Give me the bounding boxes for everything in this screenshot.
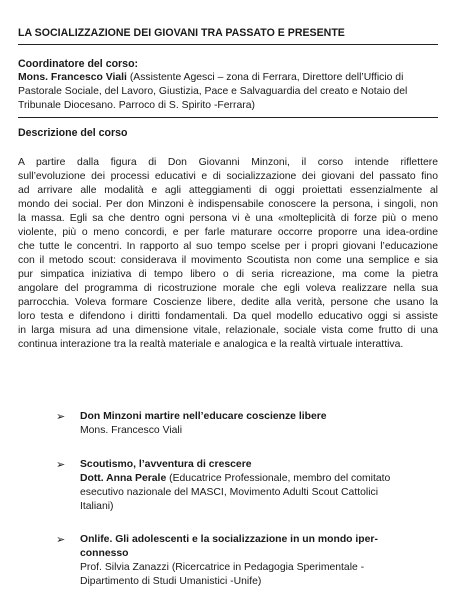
session-speaker: Mons. Francesco Viali [80,425,183,436]
description-line: parrocchia. Voleva formare Coscienze libere, dedite alla verità, persone che usano la [18,297,438,308]
document-title: LA SOCIALIZZAZIONE DEI GIOVANI TRA PASSATO E PRESENTE [18,26,438,45]
session-speaker-role-2: Dipartimento di Studi Umanistici -Unife) [80,576,262,587]
arrow-bullet-icon: ➢ [56,411,66,423]
description-line: violente, più o meno concordi, e per farle maturare occorre proporre una idea-ordine [18,227,438,238]
description-line: con il metodo scout: considerava il movimento Scoutista non come una semplice e sia [18,255,438,266]
description-line: loro testa e difendono i diritti fondamentali. Da quel modello educativo oggi si assiste [18,311,438,322]
session-speaker-role: (Ricercatrice in Pedagogia Sperimentale - [168,562,365,573]
description-line: sull’evoluzione dei processi educativi e di socializzazione dei giovani del passato fino [18,171,438,182]
session-item-2 [56,458,410,514]
session-speaker-role: (Educatrice Professionale, membro del comitato [166,473,391,484]
description-line: mondo dei social. Per don Minzoni è indispensabile conoscere la persona, i singoli, non [18,199,438,210]
coordinator-line-3: Tribunale Diocesano. Parroco di S. Spirito -Ferrara) [18,99,438,118]
session-speaker-line [80,472,410,486]
session-speaker: Dott. Anna Perale [80,473,167,484]
session-item-1 [56,410,410,438]
coordinator-line-2: Pastorale Sociale, del Lavoro, Giustizia, Pace e Salvaguardia del creato e Notaio del [18,86,408,97]
description-line: pur simpatica iniziativa di tempo libero o di seria ricreazione, ma come la pietra [18,269,438,280]
description-label: Descrizione del corso [18,127,128,139]
arrow-bullet-icon: ➢ [56,459,66,471]
coordinator-name: Mons. Francesco Viali [18,72,127,83]
session-item-3 [56,533,410,589]
coordinator-label: Coordinatore del corso: [18,58,139,70]
arrow-bullet-icon: ➢ [56,534,66,546]
session-speaker-role-3: Italiani) [80,501,114,512]
coordinator-line-1 [18,71,438,85]
session-title: Don Minzoni martire nell’educare coscienze libere [80,411,327,422]
session-title-line-2: connesso [80,548,129,559]
description-line: che tutte le concentri. In rapporto al suo tempo scelse per i propri giovani l’educazione [18,241,438,252]
description-paragraph [18,156,438,352]
session-title: Scoutismo, l’avventura di crescere [80,459,252,470]
session-speaker: Prof. Silvia Zanazzi [80,562,169,573]
coordinator-role: (Assistente Agesci – zona di Ferrara, Direttore dell’Ufficio di [126,72,404,83]
session-speaker-role-2: esecutivo nazionale del MASCI, Movimento Adulti Scout Cattolici [80,487,379,498]
description-line: A partire dalla figura di Don Giovanni Minzoni, il corso intende riflettere [18,157,438,168]
description-line: in larga misura ad una dimensione vitale, relazionale, sociale vista come frutto di una [18,325,438,336]
description-line: angolare del programma di ricostruzione morale che egli voleva realizzare nella sua [18,283,438,294]
description-line: la massa. Egli sa che dentro ogni persona vi è una «molteplicità di forze più o meno [18,213,438,224]
coordinator-text [18,71,438,118]
session-speaker-line [80,561,410,575]
session-title-line-1: Onlife. Gli adolescenti e la socializzazione in un mondo iper- [80,534,378,545]
description-line: ad arrivare alle modalità e agli atteggiamenti di oggi proiettati essenzialmente al [18,185,438,196]
description-line: continua interazione tra la realtà materiale e analogica e la realtà virtuale interattiva. [18,339,404,350]
